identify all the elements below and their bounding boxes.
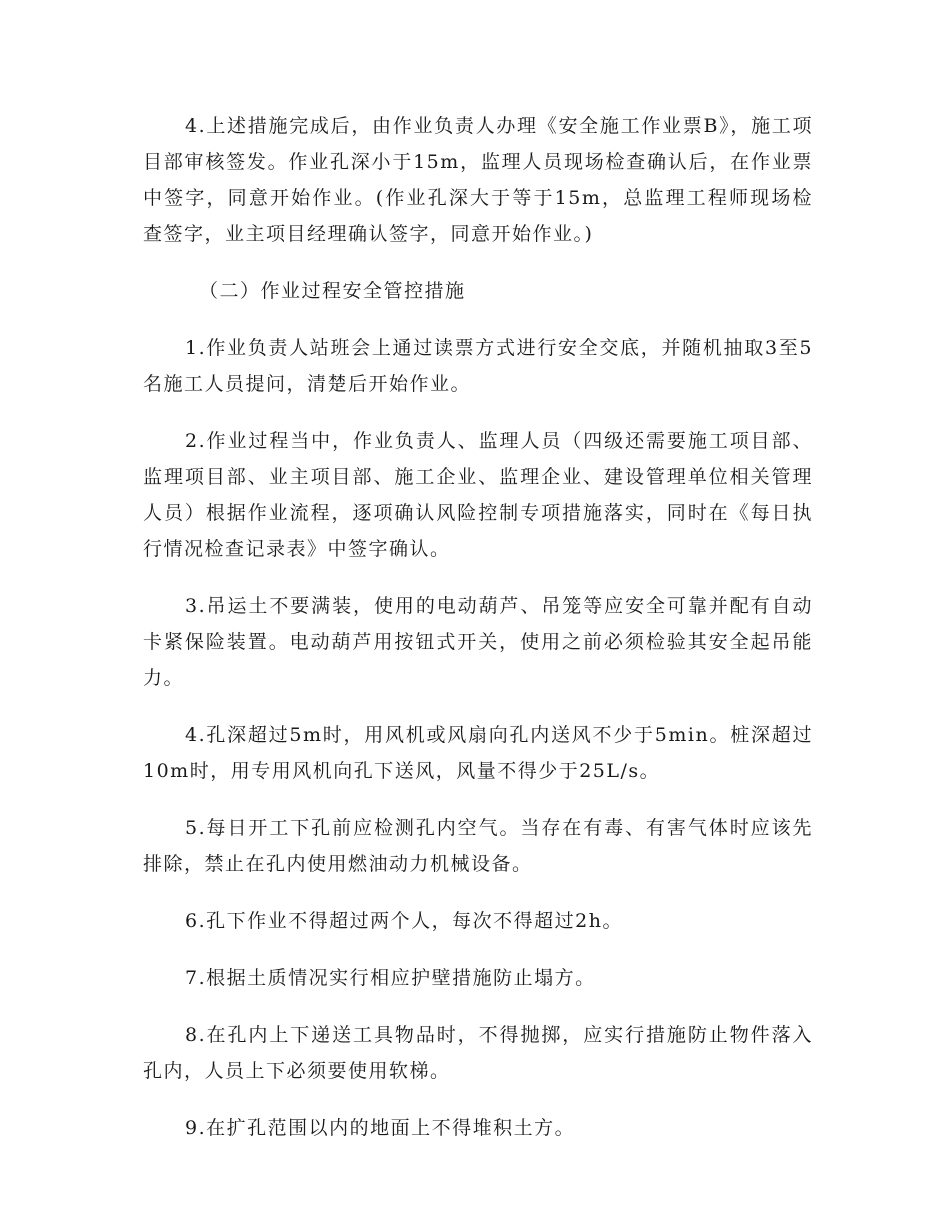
paragraph-item-3: 3.吊运土不要满装，使用的电动葫芦、吊笼等应安全可靠并配有自动卡紧保险装置。电动葫芦用按钮式开关，使用之前必须检验其安全起吊能力。 <box>143 595 813 689</box>
paragraph-item-8: 8.在孔内上下递送工具物品时，不得抛掷，应实行措施防止物件落入孔内，人员上下必须要使用软梯。 <box>143 1024 813 1082</box>
section-heading: （二）作业过程安全管控措施 <box>199 280 466 302</box>
paragraph-item-5: 5.每日开工下孔前应检测孔内空气。当存在有毒、有害气体时应该先排除，禁止在孔内使用燃油动力机械设备。 <box>143 817 813 875</box>
paragraph-item-1: 1.作业负责人站班会上通过读票方式进行安全交底，并随机抽取3至5名施工人员提问，清楚后开始作业。 <box>143 337 813 395</box>
paragraph-item-9: 9.在扩孔范围以内的地面上不得堆积土方。 <box>185 1117 576 1139</box>
paragraph-item-7: 7.根据土质情况实行相应护壁措施防止塌方。 <box>185 967 596 989</box>
paragraph-item-4-ticket: 4.上述措施完成后，由作业负责人办理《安全施工作业票B》，施工项目部审核签发。作业孔深小于15m，监理人员现场检查确认后，在作业票中签字，同意开始作业。(作业孔深大于等于15m，总监理工程师现场检查签字，业主项目经理确认签字，同意开始作业。) <box>143 115 813 245</box>
paragraph-item-4: 4.孔深超过5m时，用风机或风扇向孔内送风不少于5min。桩深超过10m时，用专用风机向孔下送风，风量不得少于25L/s。 <box>143 724 813 782</box>
paragraph-item-6: 6.孔下作业不得超过两个人，每次不得超过2h。 <box>185 910 623 932</box>
document-body <box>143 108 813 1167</box>
paragraph-item-2: 2.作业过程当中，作业负责人、监理人员（四级还需要施工项目部、监理项目部、业主项目部、施工企业、监理企业、建设管理单位相关管理人员）根据作业流程，逐项确认风险控制专项措施落实，同时在《每日执行情况检查记录表》中签字确认。 <box>143 430 813 560</box>
